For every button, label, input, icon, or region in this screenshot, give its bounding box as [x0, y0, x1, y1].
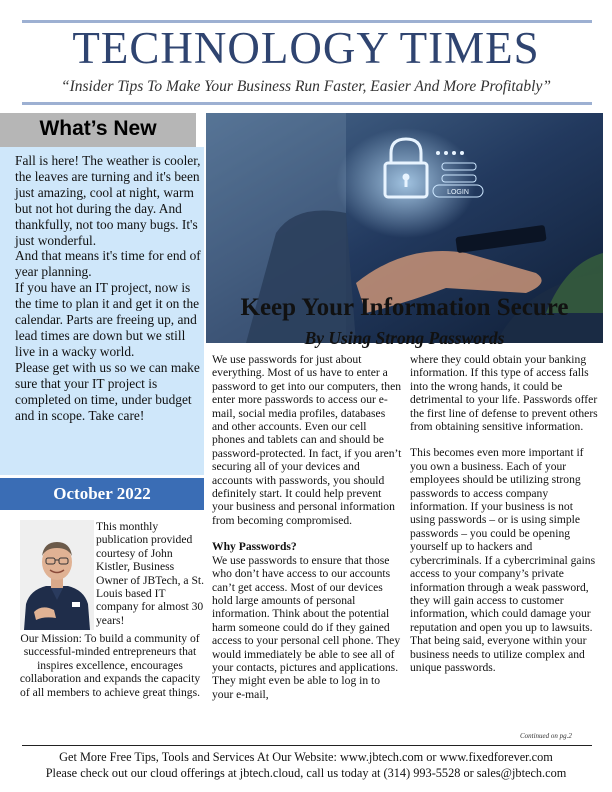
masthead-title: TECHNOLOGY TIMES [72, 23, 540, 73]
owner-photo [20, 520, 94, 630]
whats-new-paragraph: Fall is here! The weather is cooler, the leaves are turning and it's been just amazing, cool at night, warm but not hot during the day. And thankfully, not too many bugs. It's just wonderful. [15, 153, 201, 248]
footer-website-line: Get More Free Tips, Tools and Services At Our Website: www.jbtech.com or www.fixedforever.com [59, 750, 553, 764]
issue-date: October 2022 [53, 484, 151, 503]
article-column-1 [212, 353, 402, 701]
mission-statement: Our Mission: To build a community of successful-minded entrepreneurs that inspires excellence, encourages collaboration and expands the capacity of all members to achieve great things. [19, 632, 201, 699]
article-headline: Keep Your Information Secure [240, 294, 569, 321]
continued-note: Continued on pg.2 [520, 732, 572, 740]
article-paragraph: We use passwords for just about everything. Most of us have to enter a password to get into our computers, then enter more passwords to access our e-mail, social media profiles, databases and other accounts. Even our cell phones and tablets can and should be password-protected. In fact, if you aren’t securing all of your devices and accounts with passwords, you should definitely start. It could help prevent your business and personal information from becoming compromised. [212, 353, 402, 527]
article-subheadline: By Using Strong Passwords [304, 328, 505, 348]
whats-new-paragraph: Please get with us so we can make sure that your IT project is completed on time, under budget and in scope. Take care! [15, 359, 200, 423]
owner-portrait-illustration [20, 520, 94, 630]
whats-new-text [15, 153, 201, 423]
whats-new-paragraph: And that means it's time for end of year planning. [15, 248, 201, 280]
whats-new-paragraph: If you have an IT project, now is the time to plan it and get it on the calendar. Parts are freeing up, and lead times are down but we still live in a wacky world. [15, 280, 200, 359]
article-paragraph: This becomes even more important if you own a business. Each of your employees should be utilizing strong passwords to access company information. If your business is not using passwords – or is using simple passwords – you could be opening yourself up to hackers and cybercriminals. If a cybercriminal gains access to your company’s private information through a weak password, they will gain access to customer information, which could damage your reputation and open you up to lawsuits. That being said, everyone within your business needs to utilize complex and unique passwords. [410, 446, 596, 674]
footer-rule [22, 745, 592, 746]
footer-contact-line: Please check out our cloud offerings at jbtech.cloud, call us today at (314) 993-5528 or sales@jbtech.com [45, 766, 567, 780]
article-paragraph: We use passwords to ensure that those who don’t have access to our accounts can’t get access. Most of our devices hold large amounts of personal information. Think about the potential harm someone could do if they gained access to your personal cell phone. They would immediately be able to see all of your contacts, pictures and applications. They might even be able to log in to your e-mail, [212, 553, 401, 701]
section-heading-why-passwords: Why Passwords? [212, 540, 297, 554]
masthead-tagline: “Insider Tips To Make Your Business Run Faster, Easier And More Profitably” [60, 78, 551, 95]
login-label: LOGIN [447, 189, 469, 196]
article-paragraph: where they could obtain your banking information. If this type of access falls into the wrong hands, it could be detrimental to your life. Passwords offer the first line of defense to prevent others from obtaining sensitive information. [410, 353, 598, 434]
article-column-2 [410, 353, 600, 674]
publication-note: This monthly publication provided courtesy of John Kistler, Business Owner of JBTech, a St. Louis based IT company for almost 30 years! [96, 520, 205, 627]
masthead-bottom-rule [22, 102, 592, 105]
whats-new-title: What’s New [39, 117, 157, 140]
